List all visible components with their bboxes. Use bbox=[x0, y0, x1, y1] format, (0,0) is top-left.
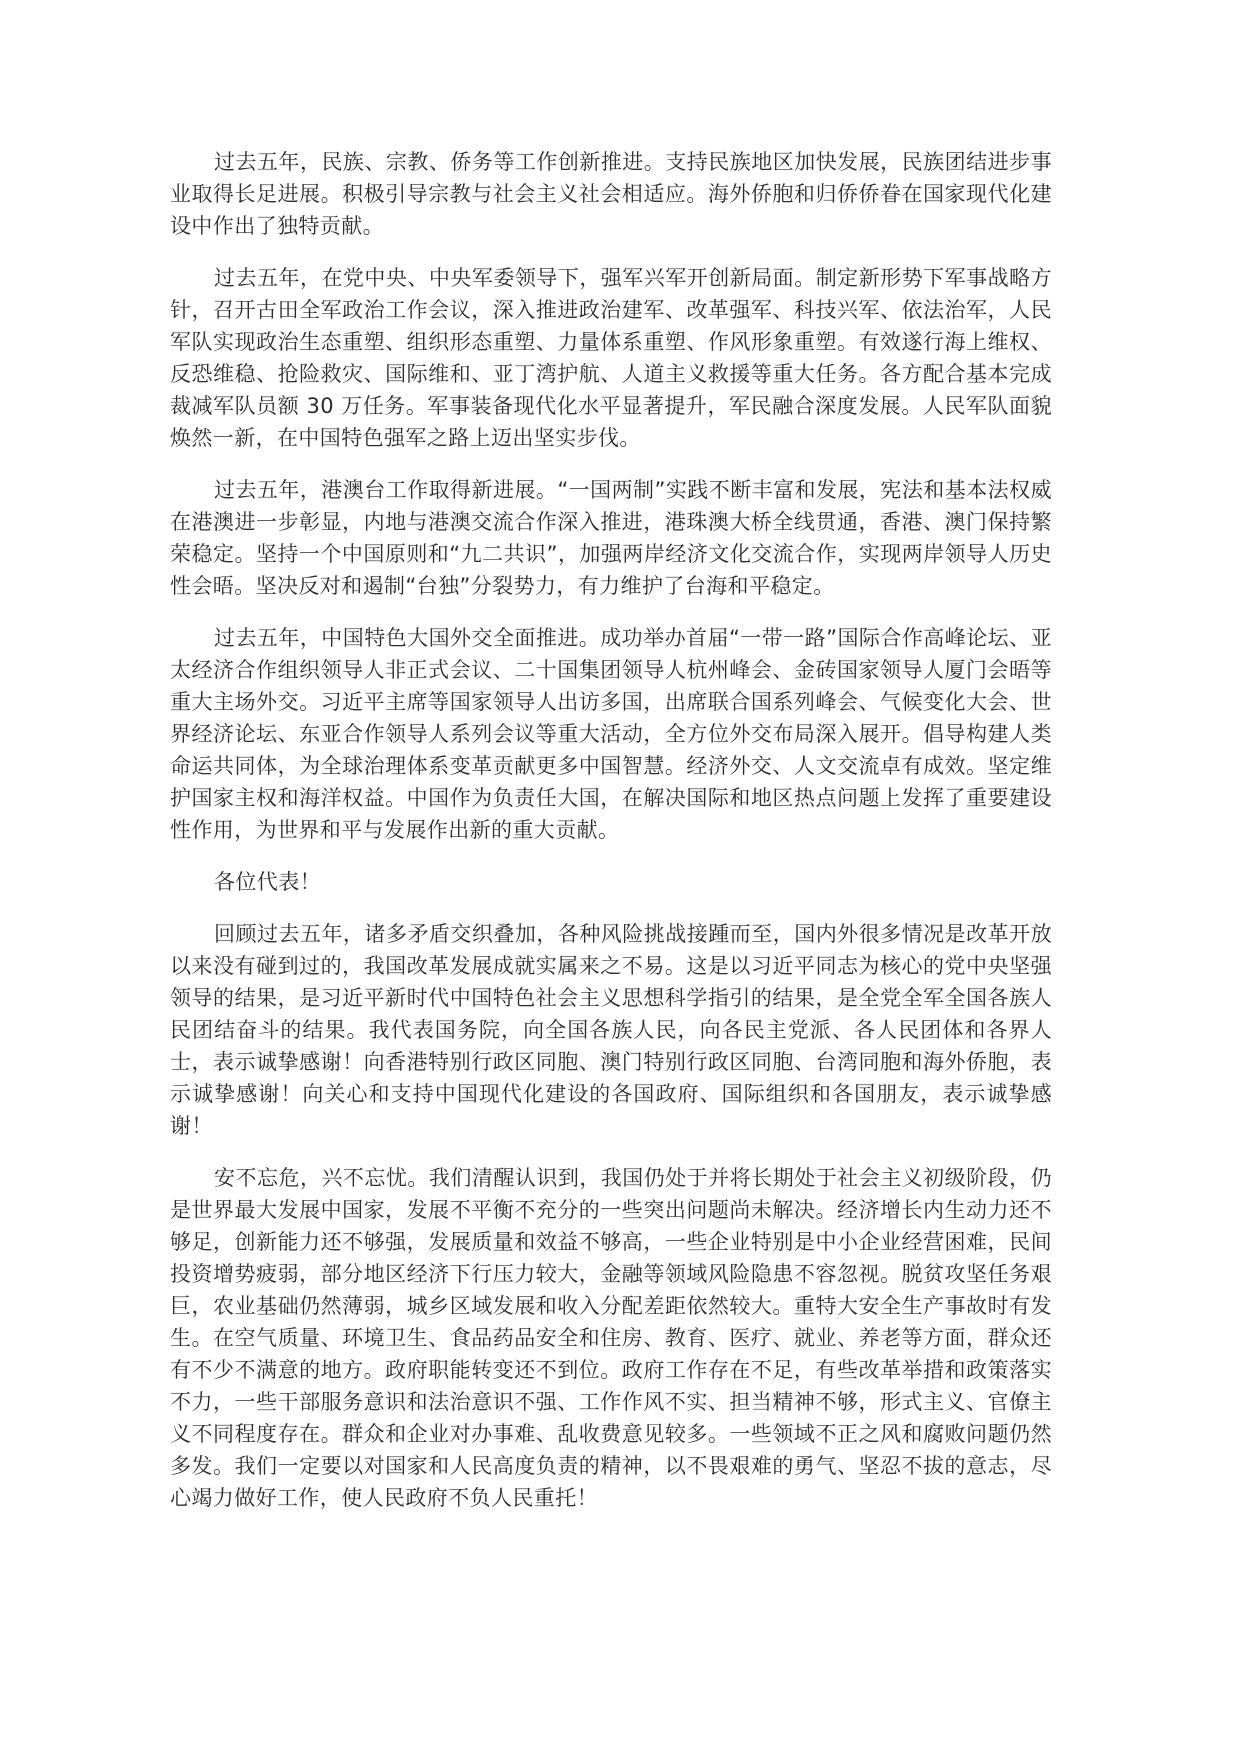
paragraph-ethnic-religious-affairs: 过去五年，民族、宗教、侨务等工作创新推进。支持民族地区加快发展，民族团结进步事业取得长足进展。积极引导宗教与社会主义社会相适应。海外侨胞和归侨侨眷在国家现代化建设中作出了独特贡献。 bbox=[170, 150, 1052, 238]
paragraph-diplomacy: 过去五年，中国特色大国外交全面推进。成功举办首届“一带一路”国际合作高峰论坛、亚太经济合作组织领导人非正式会议、二十国集团领导人杭州峰会、金砖国家领导人厦门会晤等重大主场外交。习近平主席等国家领导人出访多国，出席联合国系列峰会、气候变化大会、世界经济论坛、东亚合作领导人系列会议等重大活动，全方位外交布局深入展开。倡导构建人类命运共同体，为全球治理体系变革贡献更多中国智慧。经济外交、人文交流卓有成效。坚定维护国家主权和海洋权益。中国作为负责任大国，在解决国际和地区热点问题上发挥了重要建设性作用，为世界和平与发展作出新的重大贡献。 bbox=[170, 626, 1052, 842]
paragraph-review-thanks: 回顾过去五年，诸多矛盾交织叠加，各种风险挑战接踵而至，国内外很多情况是改革开放以来没有碰到过的，我国改革发展成就实属来之不易。这是以习近平同志为核心的党中央坚强领导的结果，是习近平新时代中国特色社会主义思想科学指引的结果，是全党全军全国各族人民团结奋斗的结果。我代表国务院，向全国各族人民，向各民主党派、各人民团体和各界人士，表示诚挚感谢！向香港特别行政区同胞、澳门特别行政区同胞、台湾同胞和海外侨胞，表示诚挚感谢！向关心和支持中国现代化建设的各国政府、国际组织和各国朋友，表示诚挚感谢！ bbox=[170, 922, 1052, 1138]
paragraph-military: 过去五年，在党中央、中央军委领导下，强军兴军开创新局面。制定新形势下军事战略方针，召开古田全军政治工作会议，深入推进政治建军、改革强军、科技兴军、依法治军，人民军队实现政治生态重塑、组织形态重塑、力量体系重塑、作风形象重塑。有效遂行海上维权、反恐维稳、抢险救灾、国际维和、亚丁湾护航、人道主义救援等重大任务。各方配合基本完成裁减军队员额 30 万任务。军事装备现代化水平显著提升，军民融合深度发展。人民军队面貌焕然一新，在中国特色强军之路上迈出坚实步伐。 bbox=[170, 266, 1052, 450]
paragraph-salutation: 各位代表！ bbox=[214, 870, 321, 894]
paragraph-hk-macao-taiwan: 过去五年，港澳台工作取得新进展。“一国两制”实践不断丰富和发展，宪法和基本法权威在港澳进一步彰显，内地与港澳交流合作深入推进，港珠澳大桥全线贯通，香港、澳门保持繁荣稳定。坚持一个中国原则和“九二共识”，加强两岸经济文化交流合作，实现两岸领导人历史性会晤。坚决反对和遏制“台独”分裂势力，有力维护了台海和平稳定。 bbox=[170, 478, 1052, 598]
document-page bbox=[170, 146, 1052, 1534]
paragraph-challenges: 安不忘危，兴不忘忧。我们清醒认识到，我国仍处于并将长期处于社会主义初级阶段，仍是世界最大发展中国家，发展不平衡不充分的一些突出问题尚未解决。经济增长内生动力还不够足，创新能力还不够强，发展质量和效益不够高，一些企业特别是中小企业经营困难，民间投资增势疲弱，部分地区经济下行压力较大，金融等领域风险隐患不容忽视。脱贫攻坚任务艰巨，农业基础仍然薄弱，城乡区域发展和收入分配差距依然较大。重特大安全生产事故时有发生。在空气质量、环境卫生、食品药品安全和住房、教育、医疗、就业、养老等方面，群众还有不少不满意的地方。政府职能转变还不到位。政府工作存在不足，有些改革举措和政策落实不力，一些干部服务意识和法治意识不强、工作作风不实、担当精神不够，形式主义、官僚主义不同程度存在。群众和企业对办事难、乱收费意见较多。一些领域不正之风和腐败问题仍然多发。我们一定要以对国家和人民高度负责的精神，以不畏艰难的勇气、坚忍不拔的意志，尽心竭力做好工作，使人民政府不负人民重托！ bbox=[170, 1166, 1052, 1510]
